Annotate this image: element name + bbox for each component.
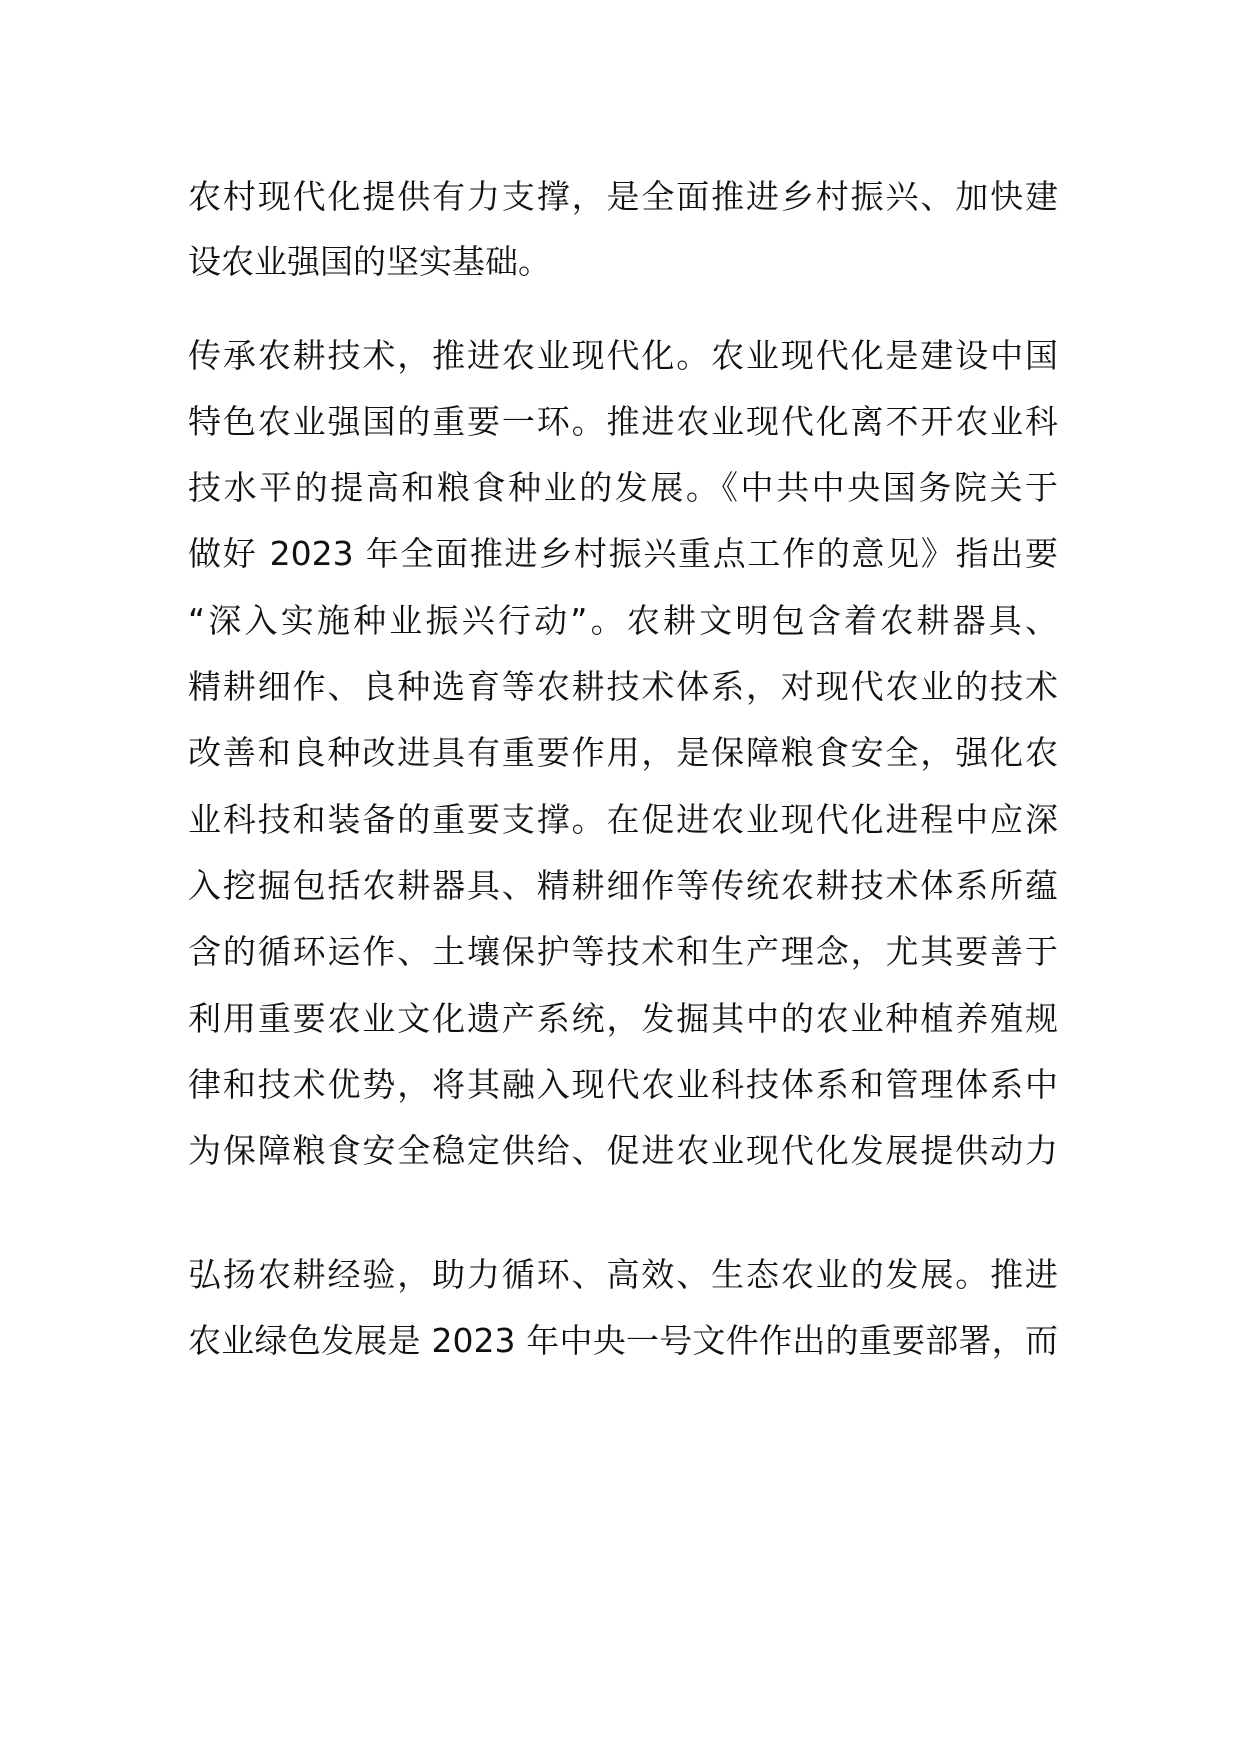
text-line: 业科技和装备的重要支撑。在促进农业现代化进程中应深: [188, 800, 1058, 839]
text-line: 特色农业强国的重要一环。推进农业现代化离不开农业科: [188, 402, 1058, 441]
text-line: 为保障粮食安全稳定供给、促进农业现代化发展提供动力: [188, 1131, 1058, 1170]
text-line: 传承农耕技术，推进农业现代化。农业现代化是建设中国: [188, 336, 1058, 375]
text-line: 精耕细作、良种选育等农耕技术体系，对现代农业的技术: [188, 667, 1058, 706]
text-line: 律和技术优势，将其融入现代农业科技体系和管理体系中: [188, 1065, 1058, 1104]
text-line: 设农业强国的坚实基础。: [188, 242, 551, 281]
text-line: 农业绿色发展是 2023 年中央一号文件作出的重要部署，而: [188, 1321, 1058, 1360]
text-line: 技水平的提高和粮食种业的发展。《中共中央国务院关于: [188, 468, 1058, 507]
text-line: 入挖掘包括农耕器具、精耕细作等传统农耕技术体系所蕴: [188, 866, 1058, 905]
text-line: 弘扬农耕经验，助力循环、高效、生态农业的发展。推进: [188, 1255, 1058, 1294]
text-line: 含的循环运作、土壤保护等技术和生产理念，尤其要善于: [188, 932, 1058, 971]
text-line: “深入实施种业振兴行动”。农耕文明包含着农耕器具、: [188, 601, 1058, 640]
text-line: 改善和良种改进具有重要作用，是保障粮食安全，强化农: [188, 733, 1058, 772]
text-line: 做好 2023 年全面推进乡村振兴重点工作的意见》指出要: [188, 534, 1058, 573]
text-line: 利用重要农业文化遗产系统，发掘其中的农业种植养殖规: [188, 999, 1058, 1038]
text-line: 农村现代化提供有力支撑，是全面推进乡村振兴、加快建: [188, 177, 1058, 216]
